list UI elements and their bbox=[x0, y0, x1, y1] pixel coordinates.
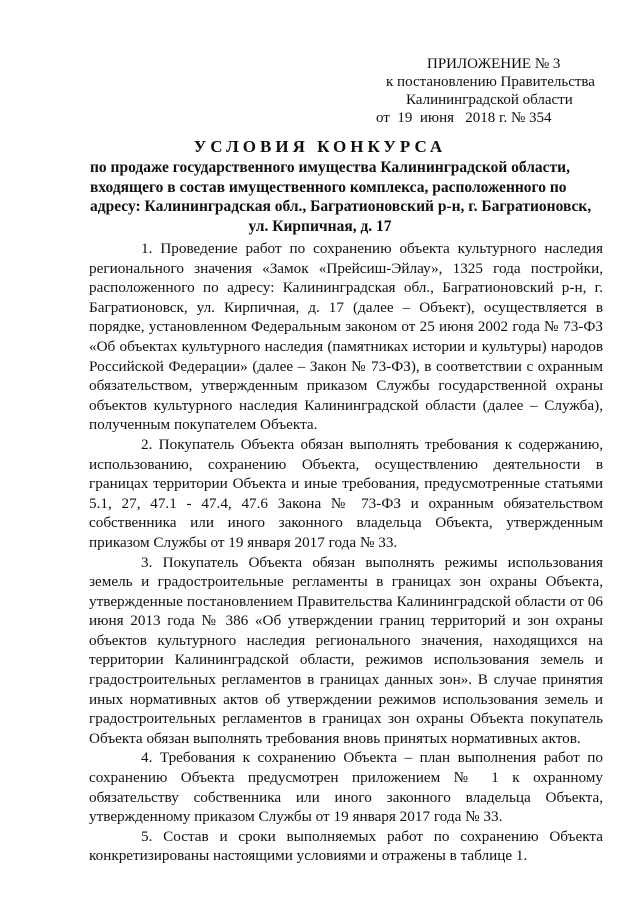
subtitle-line: адресу: Калининградская обл., Багратионовский р-н, г. Багратионовск, bbox=[90, 198, 592, 215]
subtitle-line: входящего в состав имущественного комплекса, расположенного по bbox=[90, 178, 567, 196]
paragraph-2: 2. Покупатель Объекта обязан выполнять требования к содержанию, использованию, сохранению Объекта, осуществлению деятельности в границах территории Объекта и иные требования, предусмотренные статьями 5.1, 27, 47.1 - 47.4, 47.6 Закона № 73-ФЗ и охранным обязательством собственника или иного законного владельца Объекта, утвержденным приказом Службы от 19 января 2017 года № 33. bbox=[89, 435, 603, 551]
document-title-block bbox=[90, 136, 592, 236]
appendix-region: Калининградской области bbox=[406, 92, 573, 108]
paragraph-4: 4. Требования к сохранению Объекта – план выполнения работ по сохранению Объекта предусмотрен приложением № 1 к охранному обязательству собственника или иного законного владельца Объекта, утвержденному приказом Службы от 19 января 2017 года № 33. bbox=[89, 749, 603, 826]
document-body bbox=[89, 239, 603, 866]
document-subtitle bbox=[90, 158, 592, 236]
document-title: УСЛОВИЯ КОНКУРСА bbox=[193, 137, 447, 156]
appendix-header bbox=[372, 55, 612, 127]
paragraph-5: 5. Состав и сроки выполняемых работ по сохранению Объекта конкретизированы настоящими условиями и отражены в таблице 1. bbox=[89, 827, 603, 865]
subtitle-line: ул. Кирпичная, д. 17 bbox=[248, 217, 392, 235]
appendix-date: от 19 июня 2018 г. № 354 bbox=[376, 110, 552, 126]
appendix-number: ПРИЛОЖЕНИЕ № 3 bbox=[427, 56, 561, 72]
appendix-reference: к постановлению Правительства bbox=[386, 74, 595, 90]
paragraph-3: 3. Покупатель Объекта обязан выполнять режимы использования земель и градостроительные регламенты в границах зон охраны Объекта, утвержденные постановлением Правительства Калининградской области от 06 июня 2013 года № 386 «Об утверждении границ территорий и зон охраны объектов культурного наследия регионального значения, находящихся на территории Калининградской области, режимов использования земель и градостроительных регламентов в границах данных зон». В случае принятия иных нормативных актов об утверждении режимов использования земель и градостроительных регламентов в границах зон охраны Объекта покупатель Объекта обязан выполнять требования вновь принятых нормативных актов. bbox=[89, 553, 603, 747]
paragraph-1: 1. Проведение работ по сохранению объекта культурного наследия регионального значения «Замок «Прейсиш-Эйлау», 1325 года постройки, расположенного по адресу: Калининградская обл., Багратионовский р-н, г. Багратионовск, ул. Кирпичная, д. 17 (далее – Объект), осуществляется в порядке, установленном Федеральным законом от 25 июня 2002 года № 73-ФЗ «Об объектах культурного наследия (памятниках истории и культуры) народов Российской Федерации» (далее – Закон № 73-ФЗ), в соответствии с охранным обязательством, утвержденным приказом Службы государственной охраны объектов культурного наследия Калининградской области (далее – Служба), полученным покупателем Объекта. bbox=[89, 240, 603, 434]
subtitle-line: по продаже государственного имущества Калининградской области, bbox=[90, 159, 570, 176]
